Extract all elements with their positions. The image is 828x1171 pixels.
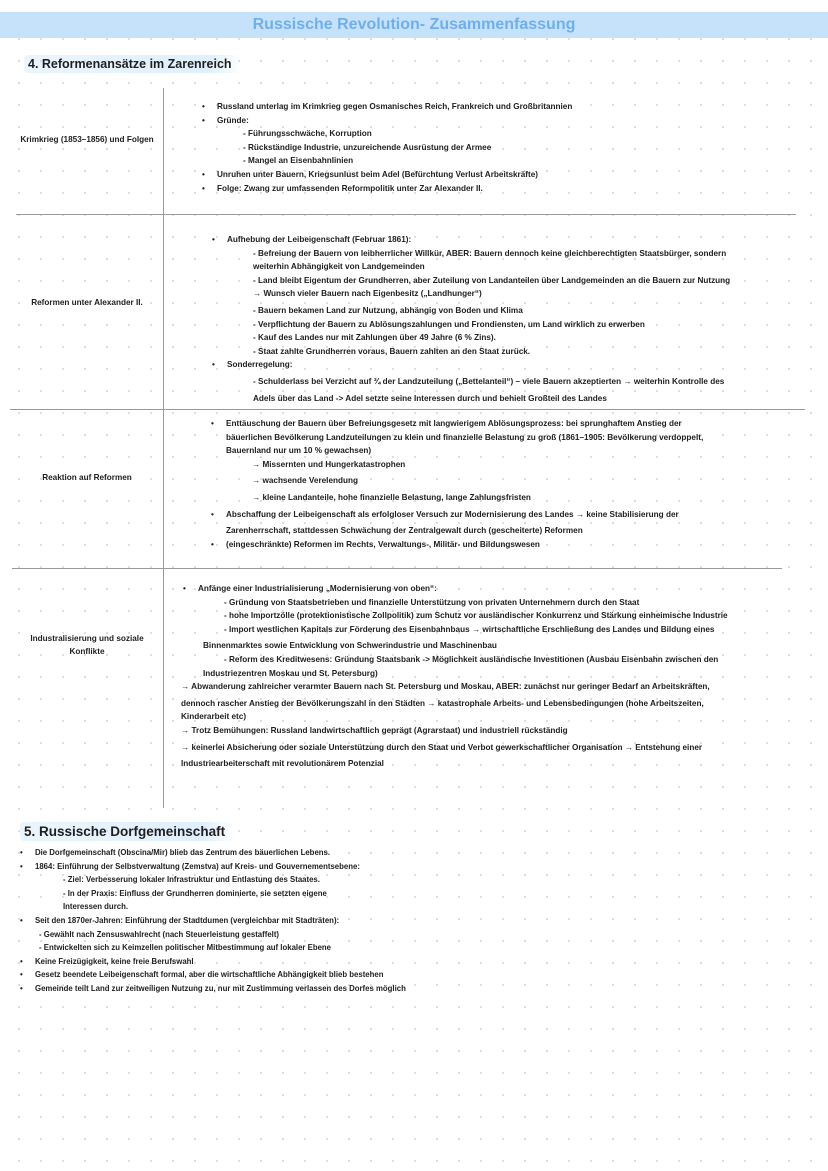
list-line: → kleine Landanteile, hohe finanzielle Belastung, lange Zahlungsfristen bbox=[252, 492, 531, 502]
list-line: - Reform des Kreditwesens: Gründung Staatsbank -> Möglichkeit ausländische Investitionen (Ausbau Eisenbahn zwischen den bbox=[224, 654, 719, 664]
bullet-item: • Russland unterlag im Krimkrieg gegen Osmanisches Reich, Frankreich und Großbritannien bbox=[217, 100, 572, 114]
list-line: - Schulderlass bei Verzicht auf ¾ der Landzuteilung („Bettelanteil“) – viele Bauern akzeptierten → weiterhin Kontrolle des bbox=[253, 376, 725, 386]
bullet-item: • Anfänge einer Industrialisierung „Modernisierung von oben“: bbox=[198, 582, 728, 596]
bullet-item: • Keine Freizügigkeit, keine freie Berufswahl bbox=[35, 955, 406, 969]
bullet-item: • Gemeinde teilt Land zur zeitweiligen Nutzung zu, nur mit Zustimmung verlassen des Dorfes möglich bbox=[35, 982, 406, 996]
list-line: - Gewählt nach Zensuswahlrecht (nach Steuerleistung gestaffelt) bbox=[39, 929, 280, 939]
row-label-reformen-alexander: Reformen unter Alexander II. bbox=[31, 298, 143, 307]
document-title: Russische Revolution- Zusammenfassung bbox=[0, 12, 828, 38]
section-heading-reformansaetze: 4. Reformenansätze im Zarenreich bbox=[24, 55, 242, 73]
list-line: Interessen durch. bbox=[63, 902, 128, 912]
list-line: bäuerlichen Bevölkerung Landzuteilungen zu klein und finanzielle Belastung zu groß (1861–1905: Bevölkerung verdoppelt, bbox=[226, 432, 704, 442]
list-line: weiterhin Abhängigkeit von Landgemeinden bbox=[253, 262, 425, 272]
table-column-divider bbox=[163, 88, 164, 808]
list-line: Industriezentren Moskau und St. Petersburg) bbox=[203, 668, 378, 678]
list-line: - hohe Importzölle (protektionistische Zollpolitik) zum Schutz vor ausländischer Konkurrenz und Stärkung einheimische Industrie bbox=[224, 611, 728, 621]
list-line: - In der Praxis: Einfluss der Grundherren dominierte, sie setzten eigene bbox=[63, 888, 327, 898]
bullet-item: • Enttäuschung der Bauern über Befreiungsgesetz mit langwierigem Ablösungsprozess: bei sprunghaftem Anstieg der bbox=[226, 417, 703, 431]
bullet-item: • Aufhebung der Leibeigenschaft (Februar 1861): bbox=[227, 233, 730, 247]
bullet-item: • Sonderregelung: bbox=[227, 358, 730, 372]
list-line: → Missernten und Hungerkatastrophen bbox=[252, 459, 406, 469]
list-line: - Verpflichtung der Bauern zu Ablösungszahlungen und Frondiensten, um Land wirklich zu erwerben bbox=[253, 319, 645, 329]
list-line: - Ziel: Verbesserung lokaler Infrastruktur und Entlastung des Staates. bbox=[63, 875, 320, 885]
list-line: → wachsende Verelendung bbox=[252, 476, 359, 486]
list-line: - Befreiung der Bauern von leibherrlicher Willkür, ABER: Bauern dennoch keine gleichberechtigten Staatsbürger, sondern bbox=[253, 248, 727, 258]
dorfgemeinschaft-list bbox=[35, 846, 406, 996]
list-line: - Entwickelten sich zu Keimzellen politischer Mitbestimmung auf lokaler Ebene bbox=[39, 943, 332, 953]
list-line: → Trotz Bemühungen: Russland landwirtschaftlich geprägt (Agrarstaat) und industriell rückständig bbox=[181, 725, 568, 735]
row-content-reformen-alexander bbox=[227, 233, 730, 405]
list-line: - Mangel an Eisenbahnlinien bbox=[243, 156, 354, 166]
list-line: - Rückständige Industrie, unzureichende Ausrüstung der Armee bbox=[243, 142, 492, 152]
row-label-industrialisierung: Industralisierung und soziale Konflikte bbox=[30, 634, 144, 656]
list-line: - Bauern bekamen Land zur Nutzung, abhängig von Boden und Klima bbox=[253, 305, 523, 315]
bullet-item: • Seit den 1870er-Jahren: Einführung der Stadtdumen (vergleichbar mit Stadträten): bbox=[35, 914, 406, 928]
bullet-item: • Gesetz beendete Leibeigenschaft formal, aber die wirtschaftliche Abhängigkeit blieb bestehen bbox=[35, 968, 406, 982]
row-content-industrialisierung bbox=[181, 582, 728, 771]
table-row-divider bbox=[16, 214, 796, 215]
bullet-item: • (eingeschränkte) Reformen im Rechts, Verwaltungs-, Militär- und Bildungswesen bbox=[226, 538, 703, 552]
row-content-reaktion bbox=[226, 417, 703, 551]
section-heading-dorfgemeinschaft: 5. Russische Dorfgemeinschaft bbox=[20, 822, 235, 841]
bullet-item: • Folge: Zwang zur umfassenden Reformpolitik unter Zar Alexander II. bbox=[217, 182, 572, 196]
bullet-item: • 1864: Einführung der Selbstverwaltung (Zemstva) auf Kreis- und Gouvernementsebene: bbox=[35, 860, 406, 874]
list-line: → keinerlei Absicherung oder soziale Unterstützung durch den Staat und Verbot gewerkschaftlicher Organisation → Entstehung einer bbox=[181, 742, 703, 752]
list-line: - Kauf des Landes nur mit Zahlungen über 49 Jahre (6 % Zins). bbox=[253, 333, 496, 343]
list-line: → Abwanderung zahlreicher verarmter Bauern nach St. Petersburg und Moskau, ABER: zunächst nur geringer Bedarf an Arbeitskräften, bbox=[181, 682, 710, 692]
list-line: Zarenherrschaft, stattdessen Schwächung der Zentralgewalt durch (gescheiterte) Reformen bbox=[226, 526, 583, 536]
list-line: → Wunsch vieler Bauern nach Eigenbesitz („Landhunger“) bbox=[253, 289, 482, 299]
list-line: - Gründung von Staatsbetrieben und finanzielle Unterstützung von privaten Unternehmern durch den Staat bbox=[224, 597, 640, 607]
row-label-krimkrieg: Krimkrieg (1853–1856) und Folgen bbox=[20, 135, 154, 144]
list-line: dennoch rascher Anstieg der Bevölkerungszahl in den Städten → katastrophale Arbeits- und Lebensbedingungen (hohe Arbeitszeiten, bbox=[181, 698, 704, 708]
bullet-item: • Abschaffung der Leibeigenschaft als erfolgloser Versuch zur Modernisierung des Landes → keine Stabilisierung der bbox=[226, 508, 703, 522]
list-line: - Staat zahlte Grundherren voraus, Bauern zahlten an den Staat zurück. bbox=[253, 346, 531, 356]
list-line: Adels über das Land -> Adel setzte seine Interessen durch und behielt Großteil des Landes bbox=[253, 393, 607, 403]
list-line: Binnenmarktes sowie Entwicklung von Schwerindustrie und Maschinenbau bbox=[203, 641, 497, 651]
list-line: Kinderarbeit etc) bbox=[181, 712, 247, 722]
bullet-item: • Unruhen unter Bauern, Kriegsunlust beim Adel (Befürchtung Verlust Arbeitskräfte) bbox=[217, 168, 572, 182]
list-line: - Führungsschwäche, Korruption bbox=[243, 129, 372, 139]
row-content-krimkrieg bbox=[217, 100, 572, 195]
row-label-reaktion: Reaktion auf Reformen bbox=[42, 473, 132, 482]
list-line: - Land bleibt Eigentum der Grundherren, aber Zuteilung von Landanteilen über Landgemeinden an die Bauern zur Nutzung bbox=[253, 275, 731, 285]
list-line: - Import westlichen Kapitals zur Förderung des Eisenbahnbaus → wirtschaftliche Erschließung des Landes und Bildung eines bbox=[224, 624, 715, 634]
list-line: Industriearbeiterschaft mit revolutionärem Potenzial bbox=[181, 759, 384, 769]
bullet-item: • Die Dorfgemeinschaft (Obscina/Mir) blieb das Zentrum des bäuerlichen Lebens. bbox=[35, 846, 406, 860]
table-row-divider bbox=[10, 409, 805, 410]
list-line: Bauernland nur um 10 % gewachsen) bbox=[226, 446, 372, 456]
bullet-item: • Gründe: bbox=[217, 114, 572, 128]
table-row-divider bbox=[12, 568, 782, 569]
